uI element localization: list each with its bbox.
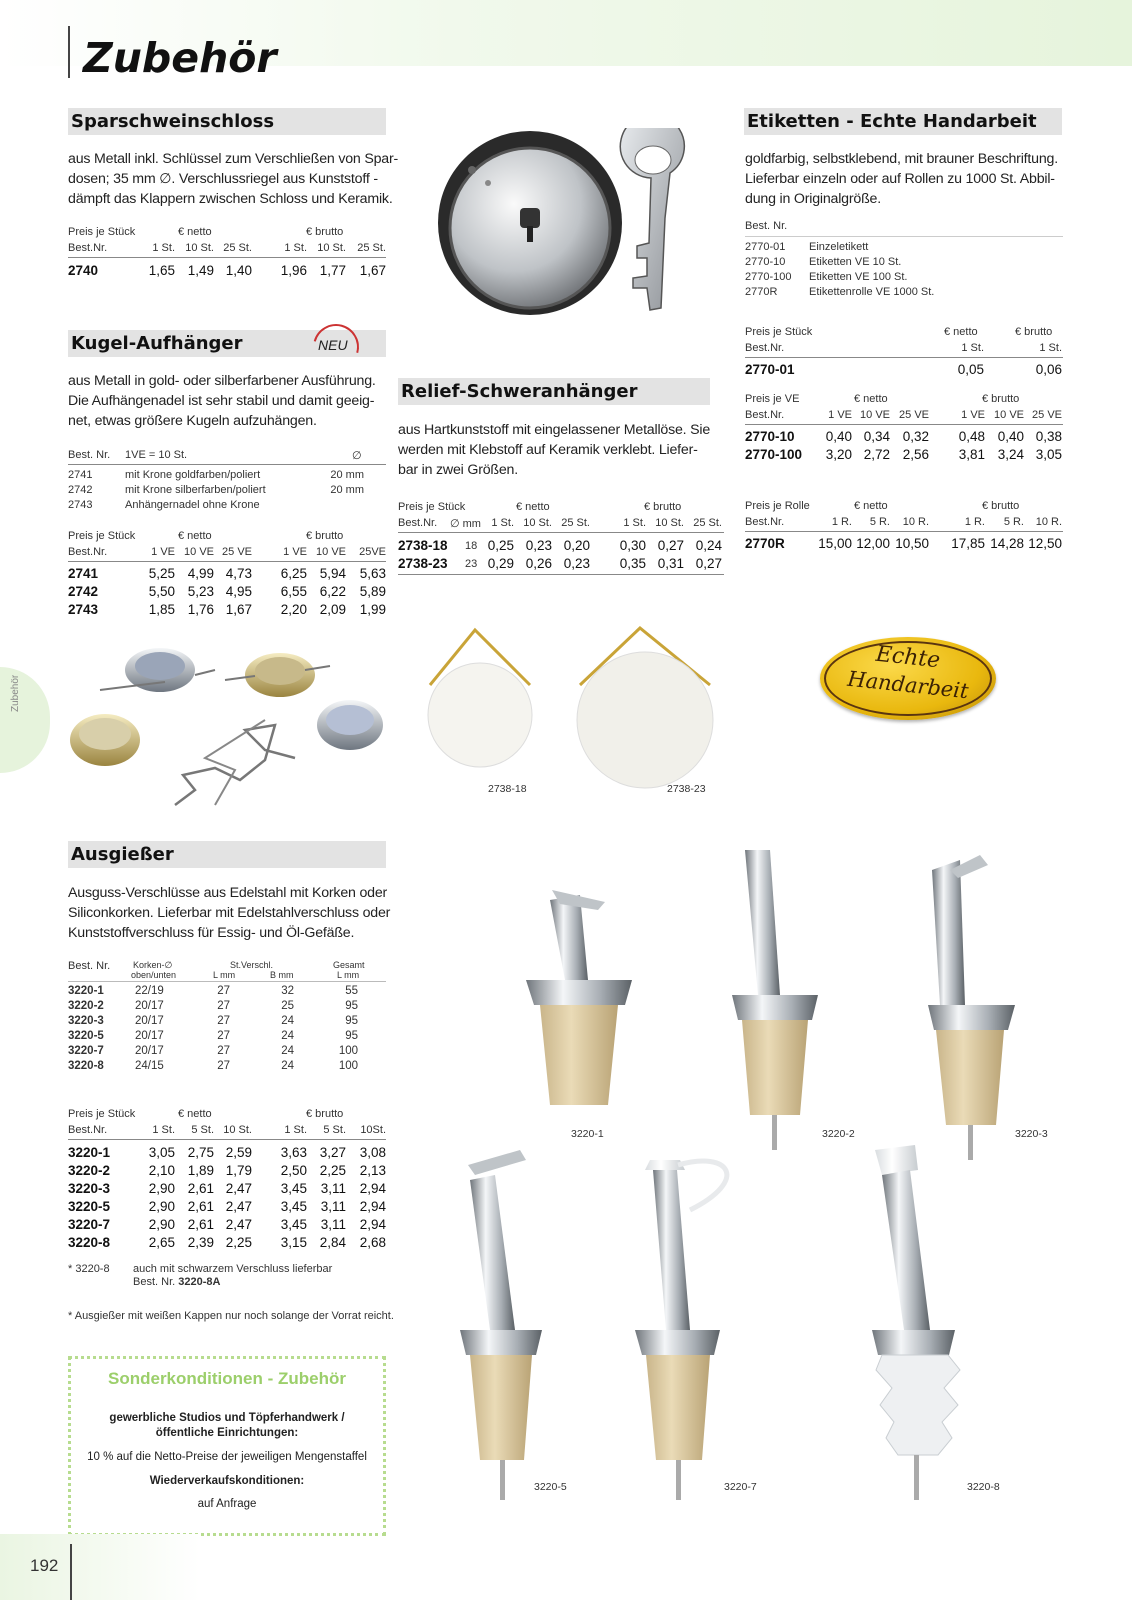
spar-desc: aus Metall inkl. Schlüssel zum Verschließen von Spar- dosen; 35 mm ∅. Verschlussriegel aus Kunststoff - dämpft das Klappern zwischen Schloss und Keramik. — [68, 151, 399, 207]
sonder-line-5: auf Anfrage — [197, 1498, 257, 1510]
caption-2738-23: 2738-23 — [667, 783, 706, 795]
lock-key-image — [425, 128, 715, 328]
page-number: 192 — [30, 1556, 59, 1575]
aus-note-text: auch mit schwarzem Verschluss lieferbar — [133, 1263, 333, 1275]
aus-heading: Ausgießer — [68, 841, 386, 868]
caption-3220-2: 3220-2 — [822, 1128, 855, 1140]
caption-2738-18: 2738-18 — [488, 783, 527, 795]
page-number-bar — [70, 1544, 72, 1600]
caption-3220-1: 3220-1 — [571, 1128, 604, 1140]
etik-heading: Etiketten - Echte Handarbeit — [744, 108, 1062, 135]
pourers-image — [420, 840, 1120, 1520]
sonder-line-2: öffentliche Einrichtungen: — [155, 1427, 299, 1439]
caption-3220-3: 3220-3 — [1015, 1128, 1048, 1140]
kugel-aufhaenger-image — [65, 640, 395, 830]
kugel-desc: aus Metall in gold- oder silberfarbener Ausführung. Die Aufhängenadel ist sehr stabil und damit geeig- net, etwas größere Kugeln aufzuhängen. — [68, 373, 376, 429]
sonder-line-4: Wiederverkaufskonditionen: — [149, 1475, 305, 1487]
aus-desc: Ausguss-Verschlüsse aus Edelstahl mit Korken oder Siliconkorken. Lieferbar mit Edelstahlverschluss oder Kunststoffverschluss für Essig- und Öl-Gefäße. — [68, 885, 391, 941]
aus-note-marker: * 3220-8 — [68, 1263, 110, 1275]
sonder-title: Sonderkonditionen - Zubehör — [108, 1369, 346, 1388]
side-tab — [0, 667, 50, 773]
caption-3220-5: 3220-5 — [534, 1481, 567, 1493]
kugel-heading: Kugel-Aufhänger — [68, 330, 386, 357]
caption-3220-8: 3220-8 — [967, 1481, 1000, 1493]
relief-heading: Relief-Schweranhänger — [398, 378, 710, 405]
spar-heading: Sparschweinschloss — [68, 108, 386, 135]
aus-note-2: * Ausgießer mit weißen Kappen nur noch solange der Vorrat reicht. — [68, 1310, 394, 1322]
caption-3220-7: 3220-7 — [724, 1481, 757, 1493]
sonder-line-3: 10 % auf die Netto-Preise der jeweiligen Mengenstaffel — [87, 1451, 367, 1463]
relief-image — [420, 625, 720, 795]
title-bar — [68, 26, 70, 78]
side-tab-label: Zubehör — [10, 674, 21, 712]
sonder-line-1: gewerbliche Studios und Töpferhandwerk / — [109, 1412, 345, 1424]
aus-note-bestnr: Best. Nr. 3220-8A — [133, 1276, 221, 1288]
etik-desc: goldfarbig, selbstklebend, mit brauner Beschriftung. Lieferbar einzeln oder auf Rollen zu 1000 St. Abbil- dung in Originalgröße. — [745, 151, 1058, 207]
echte-handarbeit-label: Echte Handarbeit — [820, 637, 996, 720]
page-title: Zubehör — [83, 34, 277, 82]
relief-desc: aus Hartkunststoff mit eingelassener Metallöse. Sie werden mit Klebstoff auf Keramik verklebt. Liefer- bar in zwei Größen. — [398, 422, 711, 478]
neu-badge: NEU — [318, 337, 348, 353]
